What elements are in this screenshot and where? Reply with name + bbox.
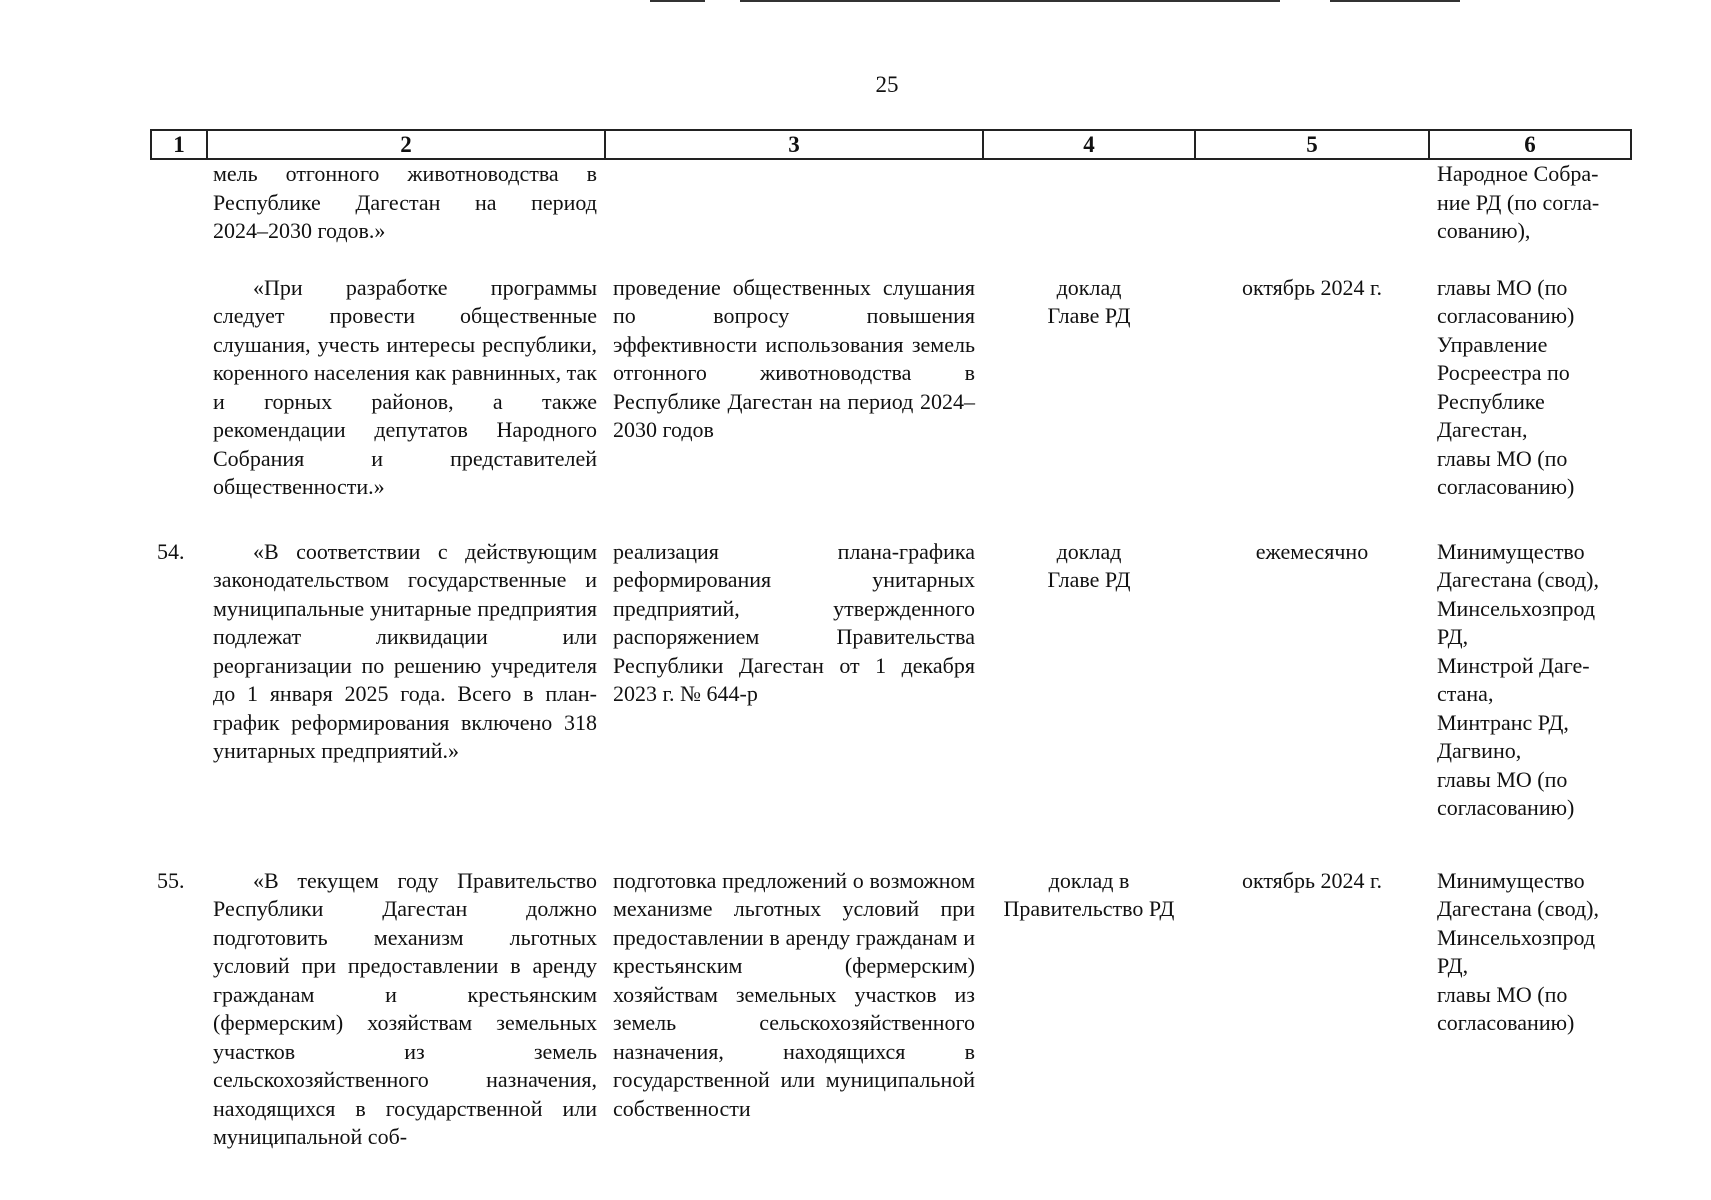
report-form <box>983 159 1195 246</box>
text-line: мель отгонного животноводства в <box>213 161 597 186</box>
column-header: 5 <box>1195 130 1429 159</box>
column-header: 4 <box>983 130 1195 159</box>
table-row <box>151 159 1631 246</box>
spacer-row <box>151 502 1631 530</box>
deadline: ежемесячно <box>1255 538 1369 564</box>
spacer-cell <box>151 530 1631 538</box>
resolution-paragraph: «В текущем году Правительство Республики Дагестан должно подготовить механизм льготных условий при предоставлении в аренду гражданам и крестьянским (фермерским) хозяйствам земельных участков из земель сельскохозяйственного назначения, находящихся в государственной или муниципальной соб- <box>213 867 597 1149</box>
deadline <box>1195 159 1429 246</box>
table-header-row <box>151 130 1631 159</box>
spacer-cell <box>151 823 1631 867</box>
column-header: 2 <box>207 130 605 159</box>
resolution-paragraph: «В соответствии с действующим законодательством государственные и муниципальные унитарные предприятия подлежат ликвидации или реорганизации по решению учредителя до 1 января 2025 года. Всего в план-график реформирования включено 318 унитарных предприятий.» <box>213 538 597 763</box>
measure-text: реализация плана-графика реформирования унитарных предприятий, утвержденного распоряжением Правительства Республики Дагестан от 1 декабря 2023 г. № 644-р <box>613 538 975 706</box>
row-number <box>151 274 207 502</box>
text-line: 2024–2030 годов.» <box>213 218 386 243</box>
resolution-text <box>207 867 605 1152</box>
report-form: доклад Главе РД <box>1047 538 1131 592</box>
resolution-text <box>207 274 605 502</box>
deadline: октябрь 2024 г. <box>1241 274 1383 300</box>
deadline: октябрь 2024 г. <box>1241 867 1383 893</box>
row-number: 55. <box>157 867 185 893</box>
resolution-text <box>207 159 605 246</box>
top-edge-line <box>740 0 1280 2</box>
spacer-row <box>151 530 1631 538</box>
column-header: 3 <box>605 130 983 159</box>
row-number <box>151 159 207 246</box>
responsible: главы МО (по согласованию) Управление Росреестра по Республике Дагестан, главы МО (по согласованию) <box>1437 274 1575 499</box>
measure-text: проведение общественных слушания по вопросу повышения эффективности использования земель отгонного животноводства в Республике Дагестан на период 2024–2030 годов <box>613 274 975 442</box>
spacer-cell <box>151 502 1631 530</box>
spacer-cell <box>151 246 1631 274</box>
responsible: Минимущество Дагестана (свод), Минсельхозпрод РД, главы МО (по согласованию) <box>1437 867 1599 1035</box>
measure-text <box>605 159 983 246</box>
spacer-row <box>151 246 1631 274</box>
top-edge-line <box>650 0 705 2</box>
report-form: доклад Главе РД <box>1047 274 1131 328</box>
column-header: 1 <box>151 130 207 159</box>
plan-table <box>150 129 1632 1152</box>
spacer-row <box>151 823 1631 867</box>
resolution-text <box>207 538 605 823</box>
table-row <box>151 274 1631 502</box>
report-form: доклад в Правительство РД <box>1003 867 1175 921</box>
measure-text: подготовка предложений о возможном механизме льготных условий при предоставлении в аренду гражданам и крестьянским (фермерским) хозяйствам земельных участков из земель сельскохозяйственного назначения, находящихся в государственной или муниципальной собственности <box>613 867 975 1121</box>
responsible: Минимущество Дагестана (свод), Минсельхозпрод РД, Минстрой Даге- стана, Минтранс РД, Дагвино, главы МО (по согласованию) <box>1437 538 1599 820</box>
page-number: 25 <box>875 72 899 97</box>
row-number: 54. <box>157 538 185 564</box>
table-row <box>151 538 1631 823</box>
resolution-paragraph: «При разработке программы следует провести общественные слушания, учесть интересы республики, коренного населения как равнинных, так и горных районов, а также рекомендации депутатов Народного Собрания и представителей общественности.» <box>213 274 597 499</box>
responsible: Народное Собра- ние РД (по согла- сованию), <box>1437 161 1600 243</box>
table-row <box>151 867 1631 1152</box>
top-edge-line <box>1330 0 1460 2</box>
text-line: Республике Дагестан на период <box>213 189 597 215</box>
column-header: 6 <box>1429 130 1631 159</box>
